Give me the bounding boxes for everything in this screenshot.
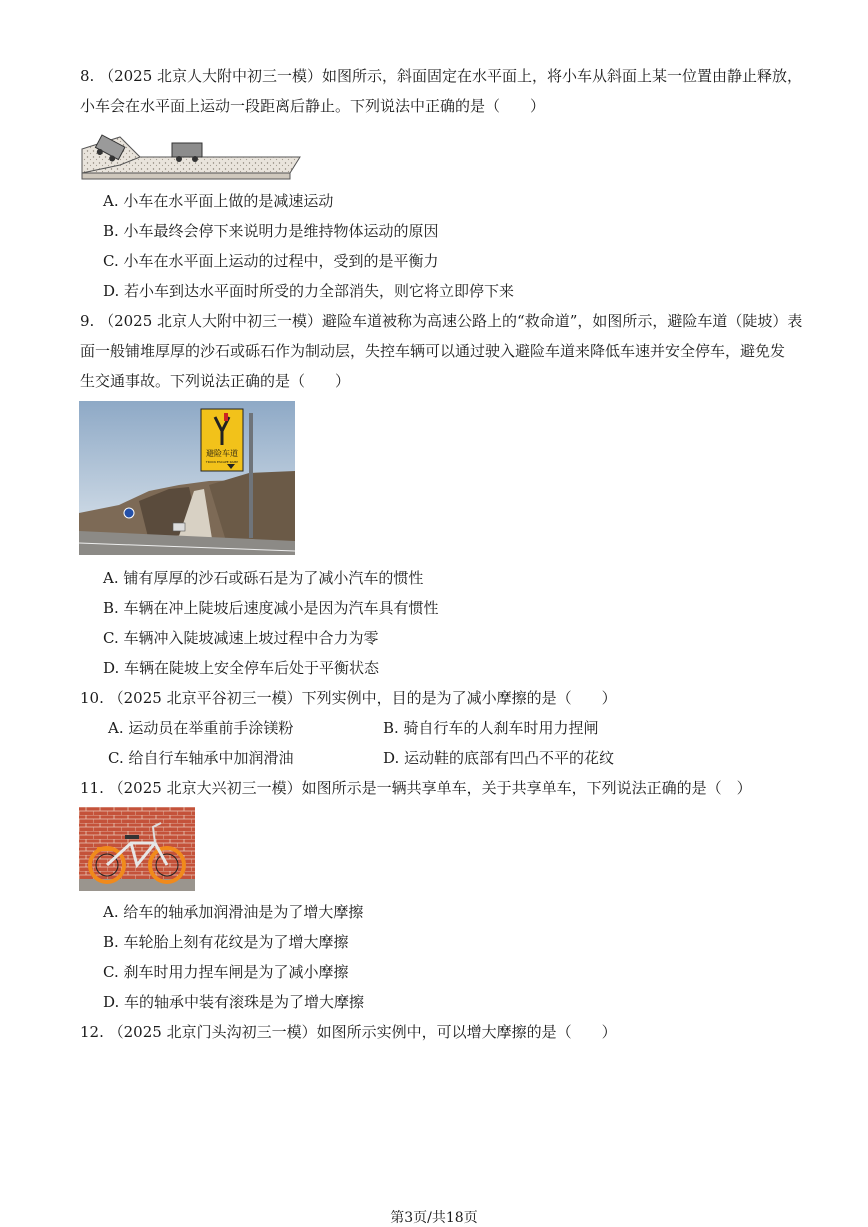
q9-option-d: D. 车辆在陡坡上安全停车后处于平衡状态 — [103, 659, 380, 677]
incline-cart-figure — [80, 125, 302, 181]
q9-stem-line3: 生交通事故。下列说法正确的是（ ） — [80, 372, 351, 390]
q11-option-a: A. 给车的轴承加润滑油是为了增大摩擦 — [103, 903, 364, 921]
q8-stem-line2: 小车会在水平面上运动一段距离后静止。下列说法中正确的是（ ） — [80, 97, 546, 115]
escape-ramp-photo — [79, 401, 295, 555]
q11-stem: 11. （2025 北京大兴初三一模）如图所示是一辆共享单车，关于共享单车，下列说法正确的是（ ） — [80, 779, 752, 797]
q10-stem: 10. （2025 北京平谷初三一模）下列实例中，目的是为了减小摩擦的是（ ） — [80, 689, 617, 707]
shared-bike-photo — [79, 807, 195, 891]
page-footer: 第3页/共18页 — [390, 1210, 478, 1226]
q8-option-b: B. 小车最终会停下来说明力是维持物体运动的原因 — [103, 222, 439, 240]
q11-option-d: D. 车的轴承中装有滚珠是为了增大摩擦 — [103, 993, 365, 1011]
sign-subtext: TRUCK ESCAPE RAMP — [205, 460, 239, 464]
q9-option-b: B. 车辆在冲上陡坡后速度减小是因为汽车具有惯性 — [103, 599, 439, 617]
q10-option-a: A. 运动员在举重前手涂镁粉 — [108, 719, 294, 737]
q8-option-d: D. 若小车到达水平面时所受的力全部消失，则它将立即停下来 — [103, 282, 515, 300]
q10-option-c: C. 给自行车轴承中加润滑油 — [108, 749, 294, 767]
q8-option-a: A. 小车在水平面上做的是减速运动 — [103, 192, 334, 210]
q11-option-b: B. 车轮胎上刻有花纹是为了增大摩擦 — [103, 933, 349, 951]
sign-text: 避险车道 — [206, 449, 238, 458]
q9-stem-line2: 面一般铺堆厚厚的沙石或砾石作为制动层，失控车辆可以通过驶入避险车道来降低车速并安全停车，避免发 — [80, 342, 786, 360]
q10-option-b: B. 骑自行车的人刹车时用力捏闸 — [383, 719, 599, 737]
q12-stem: 12. （2025 北京门头沟初三一模）如图所示实例中，可以增大摩擦的是（ ） — [80, 1023, 617, 1041]
q9-option-a: A. 铺有厚厚的沙石或砾石是为了减小汽车的惯性 — [103, 569, 424, 587]
q8-option-c: C. 小车在水平面上运动的过程中，受到的是平衡力 — [103, 252, 439, 270]
q10-option-d: D. 运动鞋的底部有凹凸不平的花纹 — [383, 749, 615, 767]
q9-option-c: C. 车辆冲入陡坡减速上坡过程中合力为零 — [103, 629, 379, 647]
q9-stem-line1: 9. （2025 北京人大附中初三一模）避险车道被称为高速公路上的“救命道”，如图所示，避险车道（陡坡）表 — [80, 312, 803, 330]
q11-option-c: C. 刹车时用力捏车闸是为了减小摩擦 — [103, 963, 349, 981]
q8-stem-line1: 8. （2025 北京人大附中初三一模）如图所示，斜面固定在水平面上，将小车从斜面上某一位置由静止释放， — [80, 67, 803, 85]
